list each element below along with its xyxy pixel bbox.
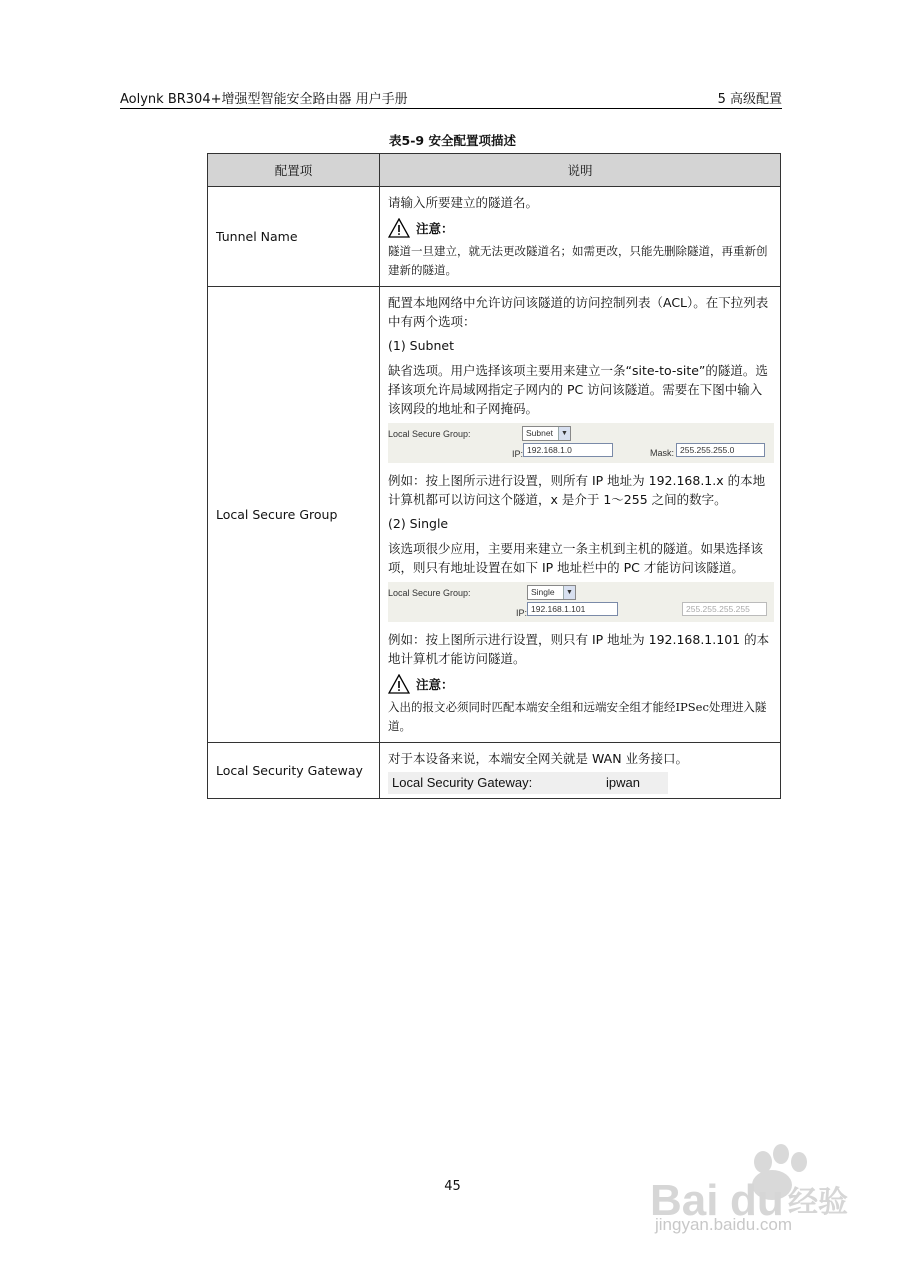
warning-icon (388, 674, 410, 694)
option-subnet-desc: 缺省选项。用户选择该项主要用来建立一条“site-to-site”的隧道。选择该项允许局域网指定子网内的 PC 访问该隧道。需要在下图中输入该网段的地址和子网掩码。 (388, 363, 768, 416)
svg-text:du: du (730, 1176, 784, 1225)
header-title: Aolynk BR304+增强型智能安全路由器 用户手册 (120, 92, 408, 107)
note-heading (388, 674, 774, 694)
single-form-screenshot (388, 582, 774, 622)
note-title: 注意： (416, 676, 454, 692)
ip-label: IP: (512, 449, 524, 459)
desc-tunnel-name (380, 187, 781, 287)
svg-text:经验: 经验 (788, 1185, 848, 1220)
item-tunnel-name: Tunnel Name (208, 187, 380, 287)
table-caption: 表5-9 安全配置项描述 (389, 133, 516, 148)
ip-field: 192.168.1.0 (523, 443, 613, 457)
desc-text: 请输入所要建立的隧道名。 (388, 195, 539, 210)
warning-icon (388, 218, 410, 238)
desc-local-security-gateway (380, 743, 781, 799)
note-text: 入出的报文必须同时匹配本端安全组和远端安全组才能经IPSec处理进入隧道。 (388, 700, 767, 733)
form-label: Local Secure Group: (388, 588, 471, 598)
select-value: Single (531, 587, 555, 597)
note-heading (388, 218, 774, 238)
group-select (527, 585, 576, 600)
header-section: 5 高级配置 (717, 92, 782, 107)
table-header-row (208, 154, 781, 187)
form-label: Local Secure Group: (388, 429, 471, 439)
table-row (208, 743, 781, 799)
item-local-secure-group: Local Secure Group (208, 287, 380, 743)
mask-label: Mask: (650, 448, 675, 458)
option-subnet-example: 例如：按上图所示进行设置，则所有 IP 地址为 192.168.1.x 的本地计算机都可以访问这个隧道，x 是介于 1～255 之间的数字。 (388, 473, 766, 507)
desc-text: 对于本设备来说，本端安全网关就是 WAN 业务接口。 (388, 751, 689, 766)
group-select (522, 426, 571, 441)
page-number: 45 (444, 1179, 461, 1194)
note-title: 注意： (416, 220, 454, 236)
mask-field: 255.255.255.0 (676, 443, 765, 457)
option-subnet: (1) Subnet (388, 338, 454, 353)
option-single-desc: 该选项很少应用，主要用来建立一条主机到主机的隧道。如果选择该项，则只有地址设置在如下 IP 地址栏中的 PC 才能访问该隧道。 (388, 541, 764, 575)
chevron-down-icon: ▼ (558, 427, 570, 440)
column-header-desc: 说明 (380, 154, 781, 187)
config-table (207, 153, 781, 799)
subnet-form-screenshot (388, 423, 774, 463)
watermark-url: jingyan.baidu.com (655, 1215, 793, 1234)
gateway-label: Local Security Gateway: (392, 775, 533, 790)
svg-text:Bai: Bai (650, 1176, 719, 1225)
note-text: 隧道一旦建立，就无法更改隧道名；如需更改，只能先删除隧道，再重新创建新的隧道。 (388, 244, 768, 277)
ip-field: 192.168.1.101 (527, 602, 618, 616)
desc-intro: 配置本地网络中允许访问该隧道的访问控制列表（ACL）。在下拉列表中有两个选项： (388, 295, 769, 329)
option-single-example: 例如：按上图所示进行设置，则只有 IP 地址为 192.168.1.101 的本地计算机才能访问隧道。 (388, 632, 770, 666)
page-header (120, 86, 782, 109)
desc-local-secure-group (380, 287, 781, 743)
ip-label: IP: (516, 608, 528, 618)
item-local-security-gateway: Local Security Gateway (208, 743, 380, 799)
mask-field-disabled: 255.255.255.255 (682, 602, 767, 616)
gateway-screenshot (388, 772, 668, 794)
chevron-down-icon: ▼ (563, 586, 575, 599)
option-single: (2) Single (388, 516, 449, 531)
gateway-value: ipwan (606, 775, 640, 790)
select-value: Subnet (526, 428, 553, 438)
column-header-item: 配置项 (208, 154, 380, 187)
table-row (208, 287, 781, 743)
table-row (208, 187, 781, 287)
